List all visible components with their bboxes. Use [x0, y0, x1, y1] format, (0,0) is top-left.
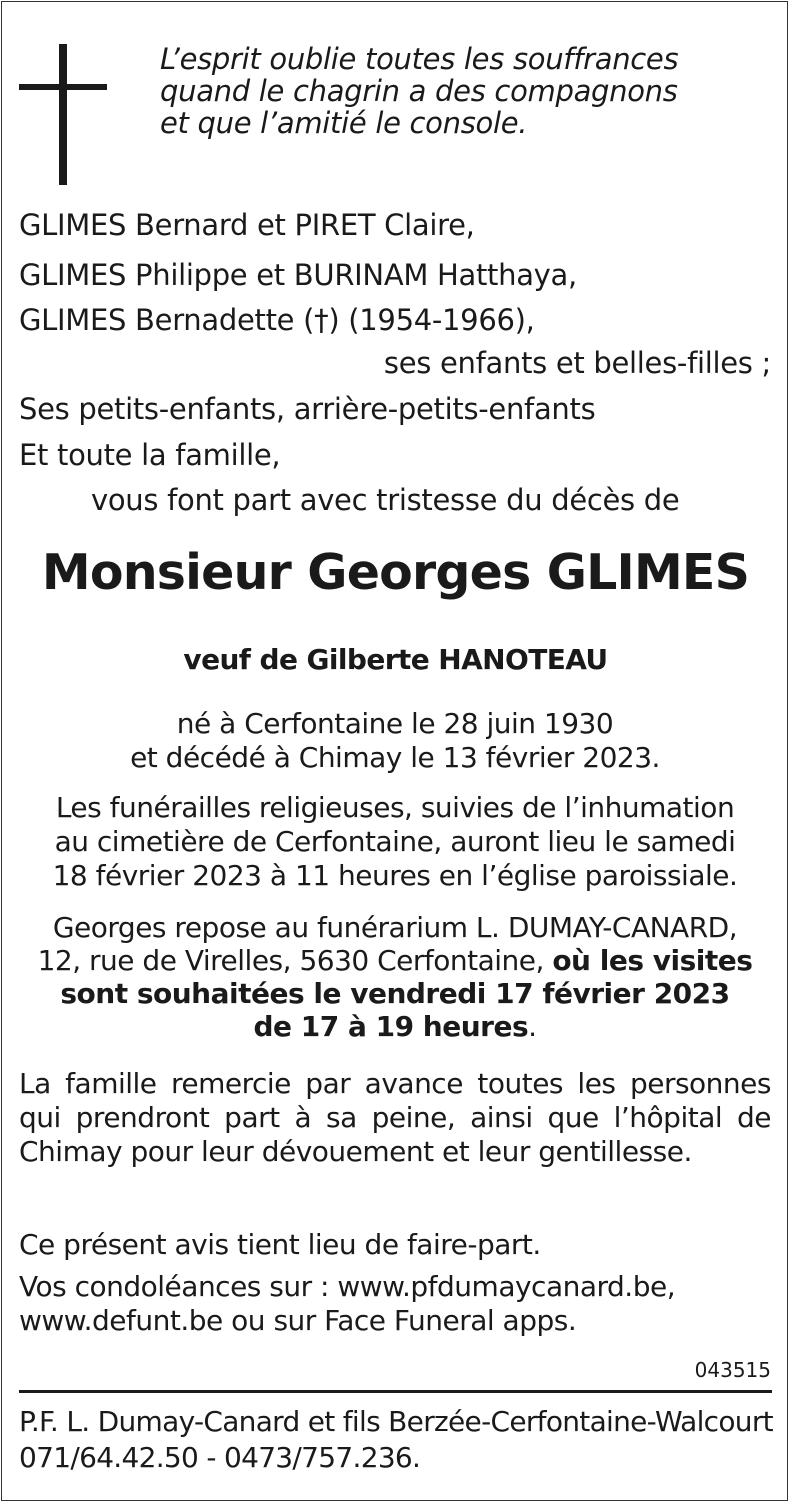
visit-line: [19, 944, 771, 977]
widower-line: veuf de Gilberte HANOTEAU: [183, 643, 608, 676]
visit-highlight: où les visites: [552, 944, 753, 977]
condolences-line: Vos condoléances sur : www.pfdumaycanard.be,: [19, 1270, 676, 1303]
visit-block: [19, 911, 771, 1043]
family-line-4: ses enfants et belles-filles ;: [383, 346, 771, 380]
funeral-line: 18 février 2023 à 11 heures en l’église paroissiale.: [52, 859, 738, 892]
cross-vertical-bar: [59, 44, 67, 185]
deceased-name: Monsieur Georges GLIMES: [41, 544, 750, 601]
poem-line: L’esprit oublie toutes les souffrances: [160, 42, 679, 76]
thanks-paragraph: La famille remercie par avance toutes les personnes qui prendront part à sa peine, ainsi que l’hôpital de Chimay pour leur dévouement et leur gentillesse.: [19, 1067, 771, 1168]
birth-line: né à Cerfontaine le 28 juin 1930: [176, 707, 614, 740]
poem: [160, 43, 678, 139]
footer-divider: [19, 1390, 772, 1393]
footer: [19, 1404, 773, 1476]
visit-hours-line: [19, 1010, 771, 1043]
visit-line: Georges repose au funérarium L. DUMAY-CANARD,: [52, 911, 738, 944]
footer-phones: 071/64.42.50 - 0473/757.236.: [19, 1441, 421, 1474]
visit-date-line: sont souhaitées le vendredi 17 février 2023: [60, 977, 730, 1010]
family-line-5: Ses petits-enfants, arrière-petits-enfants: [19, 392, 596, 426]
visit-hours: de 17 à 19 heures: [253, 1010, 529, 1043]
family-line-2: GLIMES Philippe et BURINAM Hatthaya,: [19, 258, 577, 292]
poem-line: et que l’amitié le console.: [160, 106, 528, 140]
condolences-line: www.defunt.be ou sur Face Funeral apps.: [19, 1304, 577, 1337]
family-line-6: Et toute la famille,: [19, 438, 281, 472]
family-line-3: GLIMES Bernadette (†) (1954-1966),: [19, 303, 535, 337]
reference-number: 043515: [694, 1358, 771, 1382]
funeral-line: Les funérailles religieuses, suivies de l’inhumation: [55, 791, 735, 824]
visit-hours-period: .: [528, 1010, 537, 1043]
funeral-block: [19, 791, 771, 893]
footer-company: P.F. L. Dumay-Canard et fils Berzée-Cerfontaine-Walcourt: [19, 1405, 773, 1438]
cross-horizontal-bar: [19, 84, 107, 90]
funeral-line: au cimetière de Cerfontaine, auront lieu le samedi: [54, 825, 736, 858]
visit-address: 12, rue de Virelles, 5630 Cerfontaine,: [37, 944, 553, 977]
family-line-7: vous font part avec tristesse du décès de: [91, 483, 680, 517]
family-line-1: GLIMES Bernard et PIRET Claire,: [19, 208, 475, 242]
dates-block: [19, 707, 771, 775]
death-line: et décédé à Chimay le 13 février 2023.: [130, 741, 660, 774]
condolences-block: [19, 1270, 771, 1338]
notice-line: Ce présent avis tient lieu de faire-part.: [19, 1228, 541, 1261]
poem-line: quand le chagrin a des compagnons: [160, 74, 678, 108]
